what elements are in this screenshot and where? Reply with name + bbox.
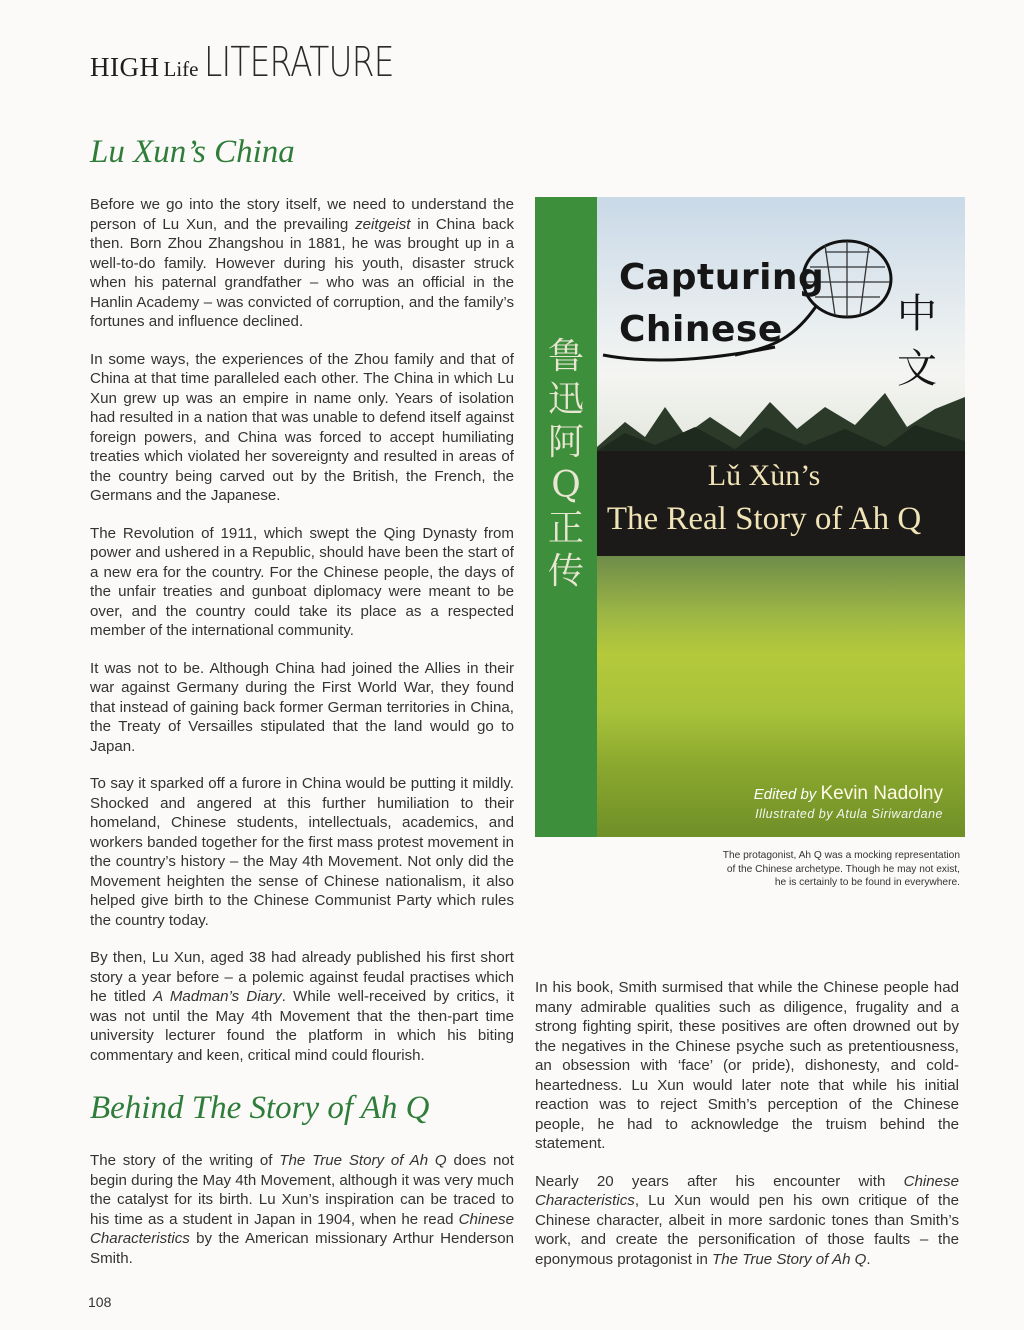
section1-paragraph-2: In some ways, the experiences of the Zhou family and that of China at that time paralleled each other. The China in which Lu Xun grew up was an empire in name only. Years of isolation had resulted in a nation that was unable to defend itself against foreign powers, and China was forced to accept humiliating treaties which violated her sovereignty and resulted in areas of the country being carved out by the British, the French, the Germans and the Japanese. xyxy=(90,350,514,504)
section2-paragraph-1: The story of the writing of The True Story of Ah Q does not begin during the May 4th Movement, although it was very much the catalyst for its birth. Lu Xun’s inspiration can be traced to his time as a student in Japan in 1904, when he read Chinese Characteristics by the American missionary Arthur Henderson Smith. xyxy=(90,1152,514,1267)
italic-title: Chinese Characteristics xyxy=(90,1210,514,1247)
cover-title-capturing: Capturing xyxy=(619,257,825,298)
cover-illustrated-by: Illustrated by Atula Siriwardane xyxy=(755,807,943,821)
italic-title: Chinese Characteristics xyxy=(535,1172,959,1209)
section1-paragraph-3: The Revolution of 1911, which swept the Qing Dynasty from power and ushered in a Republic, should have been the start of a new era for the country. For the Chinese people, the days of the unfair treaties and gunboat diplomacy were meant to be over, and the country could take its place as a respected member of the international community. xyxy=(90,524,514,639)
cover-editor-name: Kevin Nadolny xyxy=(820,783,943,804)
right-paragraph-2: Nearly 20 years after his encounter with Chinese Characteristics, Lu Xun would pen his own critique of the Chinese character, albeit in more sardonic tones than Smith’s work, and create the personification of those faults – the eponymous protagonist in The True Story of Ah Q. xyxy=(535,1172,959,1268)
italic-title: A Madman’s Diary xyxy=(153,988,282,1005)
cover-zh-zhong: 中 xyxy=(897,291,937,337)
section-title-lu-xuns-china: Lu Xun’s China xyxy=(90,134,295,170)
italic-title: The True Story of Ah Q xyxy=(279,1152,447,1169)
left-column-section1 xyxy=(90,195,514,1083)
italic-title: The True Story of Ah Q xyxy=(712,1250,867,1268)
section-title-behind-story: Behind The Story of Ah Q xyxy=(90,1090,430,1126)
cover-story-title: The Real Story of Ah Q xyxy=(606,501,922,537)
left-column-section2 xyxy=(90,1151,514,1286)
spine-char-6: 传 xyxy=(547,551,584,592)
spine-char-4: Q xyxy=(551,465,581,506)
header-high: HIGH xyxy=(90,52,160,82)
section1-paragraph-5: To say it sparked off a furore in China would be putting it mildly. Shocked and angered at this further humiliation to their homeland, Chinese students, intellectuals, academics, and workers banded together for the first mass protest movement in the country’s history – the May 4th Movement. Not only did the Movement heighten the sense of Chinese nationalism, it also helped give birth to the Chinese Communist Party which rules the country today. xyxy=(90,775,514,929)
spine-char-5: 正 xyxy=(547,508,584,549)
header-section: LITERATURE xyxy=(204,38,395,86)
cover-author: Lǔ Xùn’s xyxy=(707,459,821,492)
image-caption: The protagonist, Ah Q was a mocking representation of the Chinese archetype. Though he may not exist, he is certainly to be found in everywhere. xyxy=(722,850,960,888)
cover-edited-label: Edited by xyxy=(753,786,817,803)
cover-title-chinese: Chinese xyxy=(619,309,783,350)
cover-edited-by xyxy=(754,783,943,805)
spine-char-1: 鲁 xyxy=(547,336,584,377)
spine-char-3: 阿 xyxy=(547,422,584,463)
header-life: Life xyxy=(163,57,199,81)
section1-paragraph-1: Before we go into the story itself, we need to understand the person of Lu Xun, and the prevailing zeitgeist in China back then. Born Zhou Zhangshou in 1881, he was brought up in a well-to-do family. However during his youth, disaster struck when his paternal grandfather – who was an official in the Hanlin Academy – was convicted of corruption, and the family’s fortunes and influence declined. xyxy=(90,196,514,330)
page-number: 108 xyxy=(88,1294,112,1310)
right-paragraph-1: In his book, Smith surmised that while the Chinese people had many admirable qualities such as diligence, frugality and a strong fighting spirit, these positives are often drowned out by the negatives in the Chinese psyche such as pretentiousness, an obsession with ‘face’ (or pride), dishonesty, and cold-heartedness. Lu Xun would later note that while his initial reaction was to reject Smith’s perception of the Chinese people, he had to acknowledge the truism behind the statement. xyxy=(535,979,959,1152)
page-header xyxy=(90,38,442,86)
spine-char-2: 迅 xyxy=(547,379,584,420)
section1-paragraph-6: By then, Lu Xun, aged 38 had already published his first short story a year before – a polemic against feudal practises which he titled A Madman’s Diary. While well-received by critics, it was not until the May 4th Movement that the then-part time university lecturer found the platform in which his biting commentary and keen, critical mind could flourish. xyxy=(90,949,515,1064)
right-column xyxy=(535,978,959,1287)
italic-title: zeitgeist xyxy=(355,215,411,233)
book-cover-image xyxy=(535,197,965,837)
section1-paragraph-4: It was not to be. Although China had joined the Allies in their war against Germany during the First World War, they found that instead of gaining back former German territories in China, the Treaty of Versailles stipulated that the land would go to Japan. xyxy=(90,659,514,755)
cover-zh-wen: 文 xyxy=(897,346,937,392)
